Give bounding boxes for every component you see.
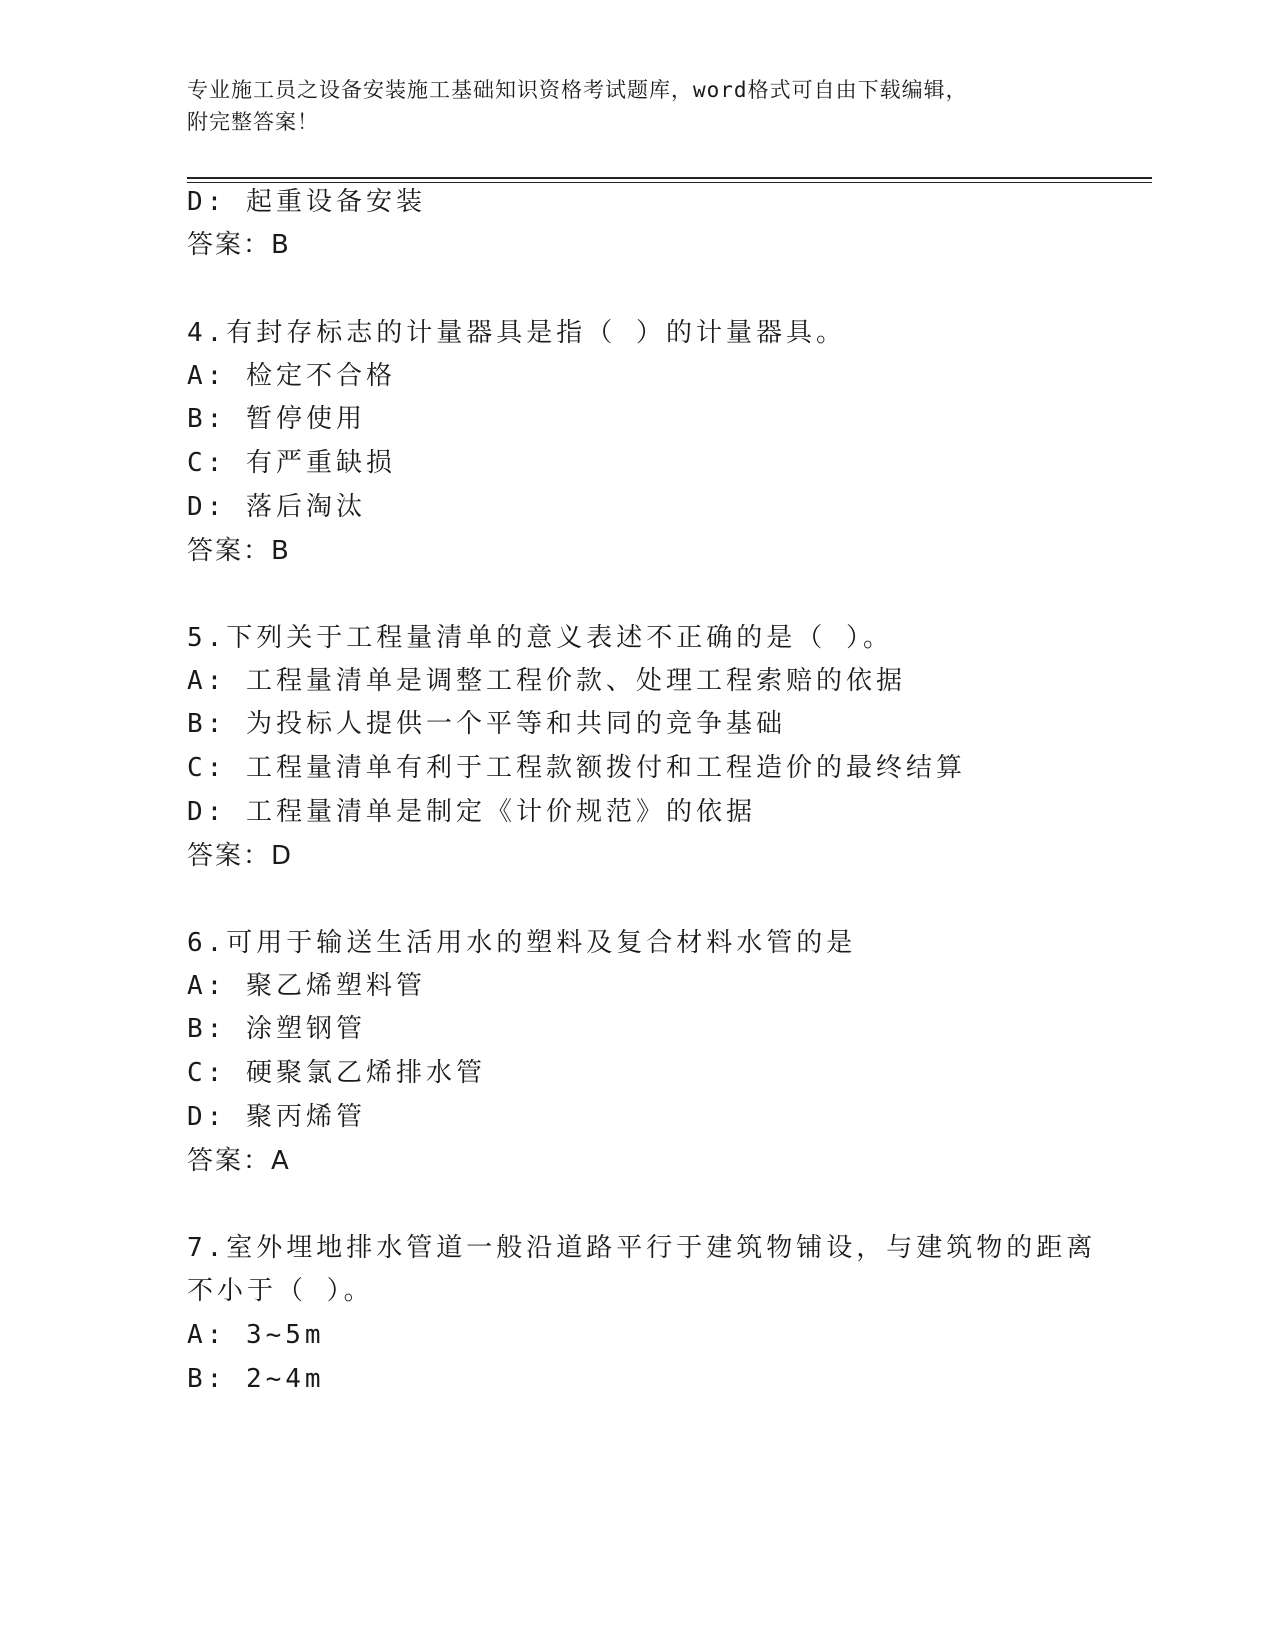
header-line-1: 专业施工员之设备安装施工基础知识资格考试题库，word格式可自由下载编辑， (187, 78, 968, 102)
q5-option-d: D: 工程量清单是制定《计价规范》的依据 (187, 797, 756, 827)
q4-option-d: D: 落后淘汰 (187, 492, 366, 522)
header-line-2: 附完整答案！ (187, 110, 319, 134)
q4-option-c: C: 有严重缺损 (187, 448, 396, 478)
q3-answer: 答案：B (187, 230, 291, 260)
q4-option-b: B: 暂停使用 (187, 404, 366, 434)
header-divider-thick (187, 177, 1152, 179)
q5-option-c: C: 工程量清单有利于工程款额拨付和工程造价的最终结算 (187, 753, 966, 783)
q3-option-d: D: 起重设备安装 (187, 187, 426, 217)
q6-option-b: B: 涂塑钢管 (187, 1014, 366, 1044)
q5-question: 5.下列关于工程量清单的意义表述不正确的是（ ）。 (187, 623, 893, 653)
q6-option-d: D: 聚丙烯管 (187, 1102, 366, 1132)
q6-option-c: C: 硬聚氯乙烯排水管 (187, 1058, 486, 1088)
q5-option-a: A: 工程量清单是调整工程价款、处理工程索赔的依据 (187, 666, 906, 696)
q7-question-line-2: 不小于（ ）。 (187, 1276, 374, 1306)
q5-answer: 答案：D (187, 841, 294, 871)
header-divider-thin (187, 182, 1152, 183)
q7-question-line-1: 7.室外埋地排水管道一般沿道路平行于建筑物铺设，与建筑物的距离 (187, 1233, 1097, 1263)
q6-option-a: A: 聚乙烯塑料管 (187, 971, 426, 1001)
q4-option-a: A: 检定不合格 (187, 361, 396, 391)
q5-option-b: B: 为投标人提供一个平等和共同的竞争基础 (187, 709, 786, 739)
q6-question: 6.可用于输送生活用水的塑料及复合材料水管的是 (187, 928, 857, 958)
q7-option-b: B: 2~4m (187, 1364, 325, 1394)
q4-answer: 答案：B (187, 536, 291, 566)
q7-option-a: A: 3~5m (187, 1320, 325, 1350)
q4-question: 4.有封存标志的计量器具是指（ ）的计量器具。 (187, 318, 846, 348)
q6-answer: 答案：A (187, 1146, 291, 1176)
document-header (187, 74, 1087, 138)
